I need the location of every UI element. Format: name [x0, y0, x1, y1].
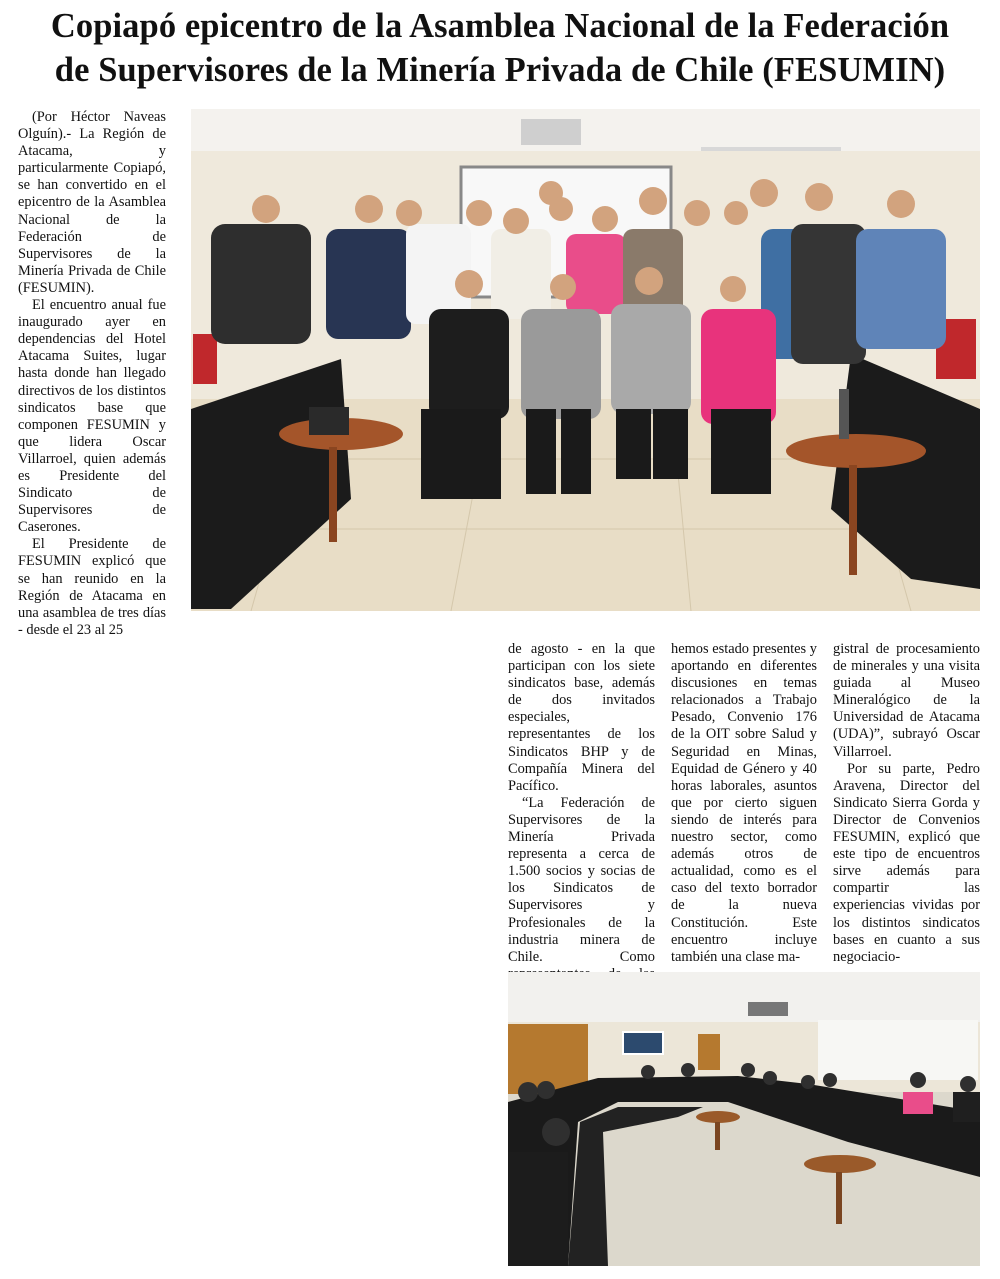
headline-line-1: Copiapó epicentro de la Asamblea Nacional de la Federación: [50, 7, 950, 45]
paragraph: gistral de procesamiento de minerales y una visita guiada al Museo Mineralógico de la Universidad de Atacama (UDA)”, subrayó Oscar Villarroel.: [833, 641, 980, 760]
paragraph: El Presidente de FESUMIN explicó que se han reunido en la Región de Atacama en una asamblea de tres días - desde el 23 al 25: [18, 536, 166, 638]
paragraph: “La Federación de Supervisores de la Minería Privada representa a cerca de 1.500 socios y socias de los Sindicatos de Supervisores y Profesionales de la industria minera de Chile. Como: [508, 794, 655, 965]
paragraph: Por su parte, Pedro Aravena, Director del Sindicato Sierra Gorda y Director de Convenios FESUMIN, explicó que este tipo de encuentros sirve además para compartir las experiencias vividas por los distintos sindicatos bases en cuanto a sus negociacio-: [833, 760, 980, 965]
meeting-room-photo: [508, 972, 980, 1266]
paragraph: (Por Héctor Naveas Olguín).- La Región de Atacama, y particularmente Copiapó, se han convertido en el epicentro de la Asamblea Nacional de la Federación de Supervisores de la Minería Privada de Chile (FESUMIN).: [18, 109, 166, 296]
article-column-2: [508, 641, 655, 1000]
group-photo: [191, 109, 980, 611]
article-headline: [0, 4, 1000, 92]
article-column-3: [671, 641, 817, 966]
headline-line-2: de Supervisores de la Minería Privada de Chile (FESUMIN): [54, 51, 946, 89]
article-column-4: [833, 641, 980, 966]
paragraph: de agosto - en la que participan con los siete sindicatos base, además de dos invitados especiales, representantes de los Sindicatos BHP y de Compañía Minera del Pacífico.: [508, 641, 655, 794]
paragraph: hemos estado presentes y aportando en diferentes discusiones en temas relacionados a Trabajo Pesado, Convenio 176 de la OIT sobre Salud y Seguridad en Minas, Equidad de Género y 40 horas laborales, asuntos que por cierto siguen siendo de interés para nuestro sector, como además otros de actualidad, como es el caso del texto borrador de la nueva Constitución. Este encuentro incluye también una clase ma-: [671, 641, 817, 965]
paragraph: El encuentro anual fue inaugurado ayer en dependencias del Hotel Atacama Suites, lugar hasta donde han llegado directivos de los distintos sindicatos base que componen FESUMIN y que lidera Oscar Villarroel, quien además es Presidente del Sindicato de Supervisores de Caserones.: [18, 297, 166, 536]
article-column-1: [18, 109, 166, 639]
